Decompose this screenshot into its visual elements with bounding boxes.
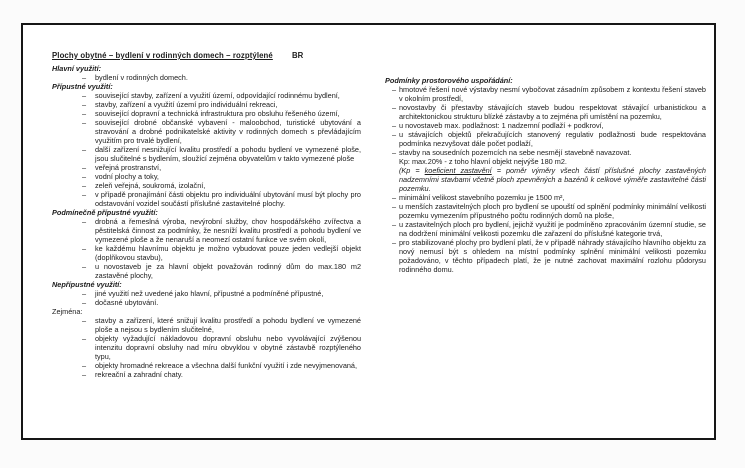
bullet-dash-icon: – bbox=[82, 118, 87, 127]
bullet-text: objekty vyžadující nákladovou dopravní obsluhu nebo vyvolávající zvýšenou intenzitu dopravní obsluhy nad míru obvyklou v obytné zástavbě rozptýleného typu, bbox=[95, 334, 361, 361]
bullet-dash-icon: – bbox=[392, 193, 397, 202]
bullet-text: v případě pronajímání části objektu pro individuální ubytování musí být plochy pro odstavování vozidel součástí příslušné zastavitelné plochy. bbox=[95, 190, 361, 208]
left-sections bbox=[52, 64, 361, 379]
bullet-dash-icon: – bbox=[82, 334, 87, 343]
section-heading: Přípustné využití: bbox=[52, 82, 113, 91]
bullet-text: hmotové řešení nové výstavby nesmí vybočovat zásadním způsobem z kontextu řešení staveb v okolním prostředí, bbox=[399, 85, 706, 103]
bullet-text: pro stabilizované plochy pro bydlení platí, že v případě náhrady stávajícího hlavního objektu za nový nemusí být s ohledem na místní podmínky splnění minimální velikosti pozemku požadováno, v těchto případech platí, že je nutné zachovat maximální rozlohu půdorysu rodinného domu. bbox=[399, 238, 706, 274]
zone-code-label: BR bbox=[292, 51, 304, 60]
section-heading: Podmínky prostorového uspořádání: bbox=[385, 76, 513, 85]
section-items bbox=[52, 91, 361, 208]
bullet-text: ke každému hlavnímu objektu je možno vybudovat pouze jeden vedlejší objekt (doplňkovou stavbu), bbox=[95, 244, 361, 262]
continuation-line bbox=[392, 166, 706, 193]
bullet-text: bydlení v rodinných domech. bbox=[95, 73, 188, 82]
left-column bbox=[52, 51, 361, 379]
right-column bbox=[385, 76, 706, 274]
bullet-item bbox=[82, 172, 361, 181]
bullet-text: objekty hromadné rekreace a všechna další funkční využití i zde nevyjmenovaná, bbox=[95, 361, 358, 370]
bullet-text: jiné využití než uvedené jako hlavní, přípustné a podmíněné přípustné, bbox=[95, 289, 324, 298]
bullet-dash-icon: – bbox=[392, 103, 397, 112]
right-sections bbox=[385, 76, 706, 274]
bullet-item bbox=[392, 193, 706, 202]
section-items bbox=[52, 217, 361, 280]
bullet-item bbox=[392, 238, 706, 274]
section-items bbox=[52, 316, 361, 379]
bullet-text: u zastavitelných ploch pro bydlení, jejichž využití je podmíněno zpracováním územní studie, se na dodržení minimální velikosti pozemku dle zařazení do příslušné kategorie trvá, bbox=[399, 220, 706, 238]
text-part: = poměr výměry všech částí příslušné plochy zastavěných nadzemními stavbami včetně ploch zpevněných a bazénů k celkové výměře zastavitelné části pozemku. bbox=[399, 166, 706, 193]
bullet-dash-icon: – bbox=[82, 172, 87, 181]
bullet-dash-icon: – bbox=[392, 130, 397, 139]
bullet-text: novostavby či přestavby stávajících staveb budou respektovat stávající urbanistickou a architektonickou strukturu blízké zástavby a to zejména při umístění na pozemku, bbox=[399, 103, 706, 121]
bullet-dash-icon: – bbox=[82, 262, 87, 271]
bullet-item bbox=[392, 202, 706, 220]
bullet-dash-icon: – bbox=[392, 121, 397, 130]
bullet-dash-icon: – bbox=[392, 202, 397, 211]
bullet-text: minimální velikost stavebního pozemku je 1500 m², bbox=[399, 193, 565, 202]
bullet-text: u novostaveb je za hlavní objekt považován rodinný dům do max.180 m2 zastavěné plochy, bbox=[95, 262, 361, 280]
bullet-item bbox=[82, 244, 361, 262]
section-heading: Nepřípustné využití: bbox=[52, 280, 122, 289]
bullet-dash-icon: – bbox=[82, 361, 87, 370]
section-items bbox=[52, 289, 361, 307]
bullet-text: u novostaveb max. podlažnost: 1 nadzemní podlaží + podkroví, bbox=[399, 121, 604, 130]
section-items bbox=[385, 85, 706, 274]
bullet-item bbox=[82, 109, 361, 118]
bullet-item bbox=[82, 289, 361, 298]
bullet-dash-icon: – bbox=[82, 91, 87, 100]
text-part: (Kp = bbox=[399, 166, 425, 175]
bullet-text: u menších zastavitelných ploch pro bydlení se upouští od splnění podmínky minimální velikosti pozemku vymezením přípustného počtu rodinných domů na ploše, bbox=[399, 202, 706, 220]
bullet-text: Kp: max.20% - z toho hlavní objekt nejvýše 180 m2. bbox=[399, 157, 567, 166]
bullet-text: zeleň veřejná, soukromá, izolační, bbox=[95, 181, 206, 190]
bullet-dash-icon: – bbox=[82, 163, 87, 172]
bullet-dash-icon: – bbox=[392, 238, 397, 247]
bullet-dash-icon: – bbox=[82, 217, 87, 226]
bullet-item bbox=[82, 361, 361, 370]
bullet-item bbox=[82, 181, 361, 190]
title-row bbox=[52, 51, 361, 60]
bullet-text: stavby na sousedních pozemcích na sebe nesmějí stavebně navazovat. bbox=[399, 148, 632, 157]
bullet-dash-icon: – bbox=[392, 85, 397, 94]
bullet-item bbox=[392, 220, 706, 238]
underlined-term: koeficient zastavění bbox=[424, 166, 492, 175]
bullet-item bbox=[392, 103, 706, 121]
bullet-text: veřejná prostranství, bbox=[95, 163, 162, 172]
bullet-item bbox=[82, 298, 361, 307]
section-heading: Hlavní využití: bbox=[52, 64, 102, 73]
bullet-text: související dopravní a technická infrastruktura pro obsluhu řešeného území, bbox=[95, 109, 340, 118]
bullet-item bbox=[392, 85, 706, 103]
bullet-dash-icon: – bbox=[392, 148, 397, 157]
bullet-text: rekreační a zahradní chaty. bbox=[95, 370, 183, 379]
section-heading: Zejména: bbox=[52, 307, 83, 316]
bullet-item bbox=[82, 334, 361, 361]
bullet-item bbox=[82, 190, 361, 208]
bullet-item bbox=[392, 121, 706, 130]
bullet-dash-icon: – bbox=[82, 289, 87, 298]
bullet-text: související stavby, zařízení a využití území, odpovídající rodinnému bydlení, bbox=[95, 91, 340, 100]
bullet-dash-icon: – bbox=[392, 220, 397, 229]
bullet-item bbox=[82, 73, 361, 82]
section-heading: Podmínečně přípustné využití: bbox=[52, 208, 158, 217]
bullet-dash-icon: – bbox=[82, 298, 87, 307]
bullet-item bbox=[392, 148, 706, 157]
bullet-item bbox=[82, 145, 361, 163]
bullet-item bbox=[82, 316, 361, 334]
bullet-dash-icon: – bbox=[82, 181, 87, 190]
bullet-item bbox=[82, 217, 361, 244]
bullet-item bbox=[82, 163, 361, 172]
bullet-text: související drobné občanské vybavení - maloobchod, turistické ubytování a stravování a drobné podnikatelské aktivity v rodinných domech s převládajícím využitím pro trvalé bydlení, bbox=[95, 118, 361, 145]
bullet-dash-icon: – bbox=[82, 316, 87, 325]
bullet-item bbox=[82, 370, 361, 379]
bullet-text: vodní plochy a toky, bbox=[95, 172, 159, 181]
bullet-text: stavby a zařízení, které snižují kvalitu prostředí a pohodu bydlení ve vymezené ploše a nejsou s bydlením slučitelné, bbox=[95, 316, 361, 334]
bullet-text: další zařízení nesnižující kvalitu prostředí a pohodu bydlení ve vymezené ploše, jsou slučitelné s bydlením, sloužící zejména obyvatelům v takto vymezené ploše bbox=[95, 145, 361, 163]
section-items bbox=[52, 73, 361, 82]
bullet-dash-icon: – bbox=[82, 145, 87, 154]
bullet-dash-icon: – bbox=[82, 190, 87, 199]
bullet-text: drobná a řemeslná výroba, nevýrobní služby, chov hospodářského zvířectva a pěstitelská činnost za podmínky, že nesníží kvalitu prostředí a pohodu bydlení ve vymezené ploše a že nenaruší a neomezí ostatní funkce ve svém okolí, bbox=[95, 217, 361, 244]
bullet-item bbox=[82, 118, 361, 145]
bullet-text: u stávajících objektů překračujících stanovený regulativ podlažnosti bude respektována podmínka nezvyšovat dále počet podlaží, bbox=[399, 130, 706, 148]
page-frame bbox=[21, 23, 716, 440]
bullet-item bbox=[82, 262, 361, 280]
bullet-dash-icon: – bbox=[82, 73, 87, 82]
bullet-dash-icon: – bbox=[82, 100, 87, 109]
continuation-line bbox=[392, 157, 706, 166]
bullet-item bbox=[82, 91, 361, 100]
bullet-item bbox=[82, 100, 361, 109]
bullet-text: dočasné ubytování. bbox=[95, 298, 159, 307]
bullet-dash-icon: – bbox=[82, 370, 87, 379]
bullet-item bbox=[392, 130, 706, 148]
bullet-dash-icon: – bbox=[82, 244, 87, 253]
bullet-text: stavby, zařízení a využití území pro individuální rekreaci, bbox=[95, 100, 278, 109]
page-title: Plochy obytné – bydlení v rodinných domech – rozptýlené bbox=[52, 51, 273, 60]
bullet-dash-icon: – bbox=[82, 109, 87, 118]
